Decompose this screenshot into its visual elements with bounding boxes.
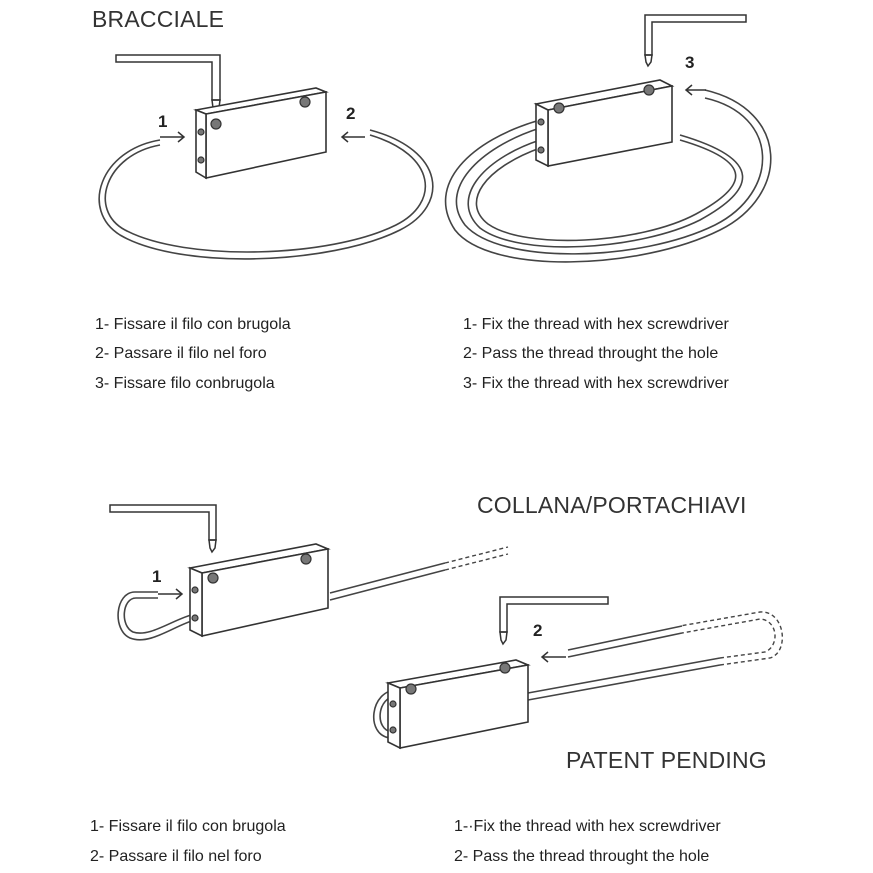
patent-pending: PATENT PENDING <box>566 747 767 773</box>
hole-icon <box>390 727 396 733</box>
collana-step-it-2: 2- Passare il filo nel foro <box>90 848 262 865</box>
bracciale-step-it-2: 2- Passare il filo nel foro <box>95 345 267 362</box>
arrow-icon <box>160 132 184 142</box>
necklace-wire-dashed <box>680 612 782 665</box>
screw-icon <box>554 103 564 113</box>
clasp-block <box>536 80 672 166</box>
hole-icon <box>538 119 544 125</box>
collana-step-en-1: 1-·Fix the thread with hex screwdriver <box>454 818 721 835</box>
bracelet-figure-steps-1-2 <box>99 55 433 259</box>
hole-icon <box>192 615 198 621</box>
collana-step-it-1: 1- Fissare il filo con brugola <box>90 818 286 835</box>
bracciale-step-en-1: 1- Fix the thread with hex screwdriver <box>463 316 729 333</box>
bracciale-step-it-1: 1- Fissare il filo con brugola <box>95 316 291 333</box>
arrow-icon <box>542 652 566 662</box>
hex-key-icon <box>110 505 216 540</box>
screw-icon <box>500 663 510 673</box>
clasp-block <box>388 660 528 748</box>
clasp-block <box>190 544 328 636</box>
bracciale-step-it-3: 3- Fissare filo conbrugola <box>95 375 275 392</box>
hole-icon <box>192 587 198 593</box>
label-2: 2 <box>533 621 543 640</box>
screw-icon <box>300 97 310 107</box>
label-2: 2 <box>346 104 356 123</box>
necklace-wire-dashed <box>445 554 508 570</box>
necklace-figure-step-1 <box>110 505 508 640</box>
necklace-figure-step-2 <box>374 597 783 748</box>
collana-step-en-2: 2- Pass the thread throught the hole <box>454 848 710 865</box>
arrow-icon <box>686 85 706 95</box>
screw-icon <box>644 85 654 95</box>
screw-icon <box>211 119 221 129</box>
necklace-wire <box>330 570 445 600</box>
bracciale-step-en-3: 3- Fix the thread with hex screwdriver <box>463 375 729 392</box>
bracciale-step-en-2: 2- Pass the thread throught the hole <box>463 345 719 362</box>
hole-icon <box>538 147 544 153</box>
label-3: 3 <box>685 53 695 72</box>
bracciale-title: BRACCIALE <box>92 6 225 32</box>
necklace-wire <box>528 665 720 700</box>
screw-icon <box>406 684 416 694</box>
arrow-icon <box>342 132 365 142</box>
necklace-wire-hook <box>118 592 195 640</box>
label-1: 1 <box>158 112 168 131</box>
hex-key-icon <box>645 15 746 55</box>
hex-key-icon <box>500 597 608 632</box>
arrow-icon <box>158 589 182 599</box>
bracelet-figure-step-3 <box>446 15 771 262</box>
hex-key-icon <box>116 55 220 100</box>
hole-icon <box>198 129 204 135</box>
screw-icon <box>301 554 311 564</box>
collana-title: COLLANA/PORTACHIAVI <box>477 492 747 518</box>
screw-icon <box>208 573 218 583</box>
hole-icon <box>390 701 396 707</box>
clasp-block <box>196 88 326 178</box>
label-1: 1 <box>152 567 162 586</box>
hole-icon <box>198 157 204 163</box>
